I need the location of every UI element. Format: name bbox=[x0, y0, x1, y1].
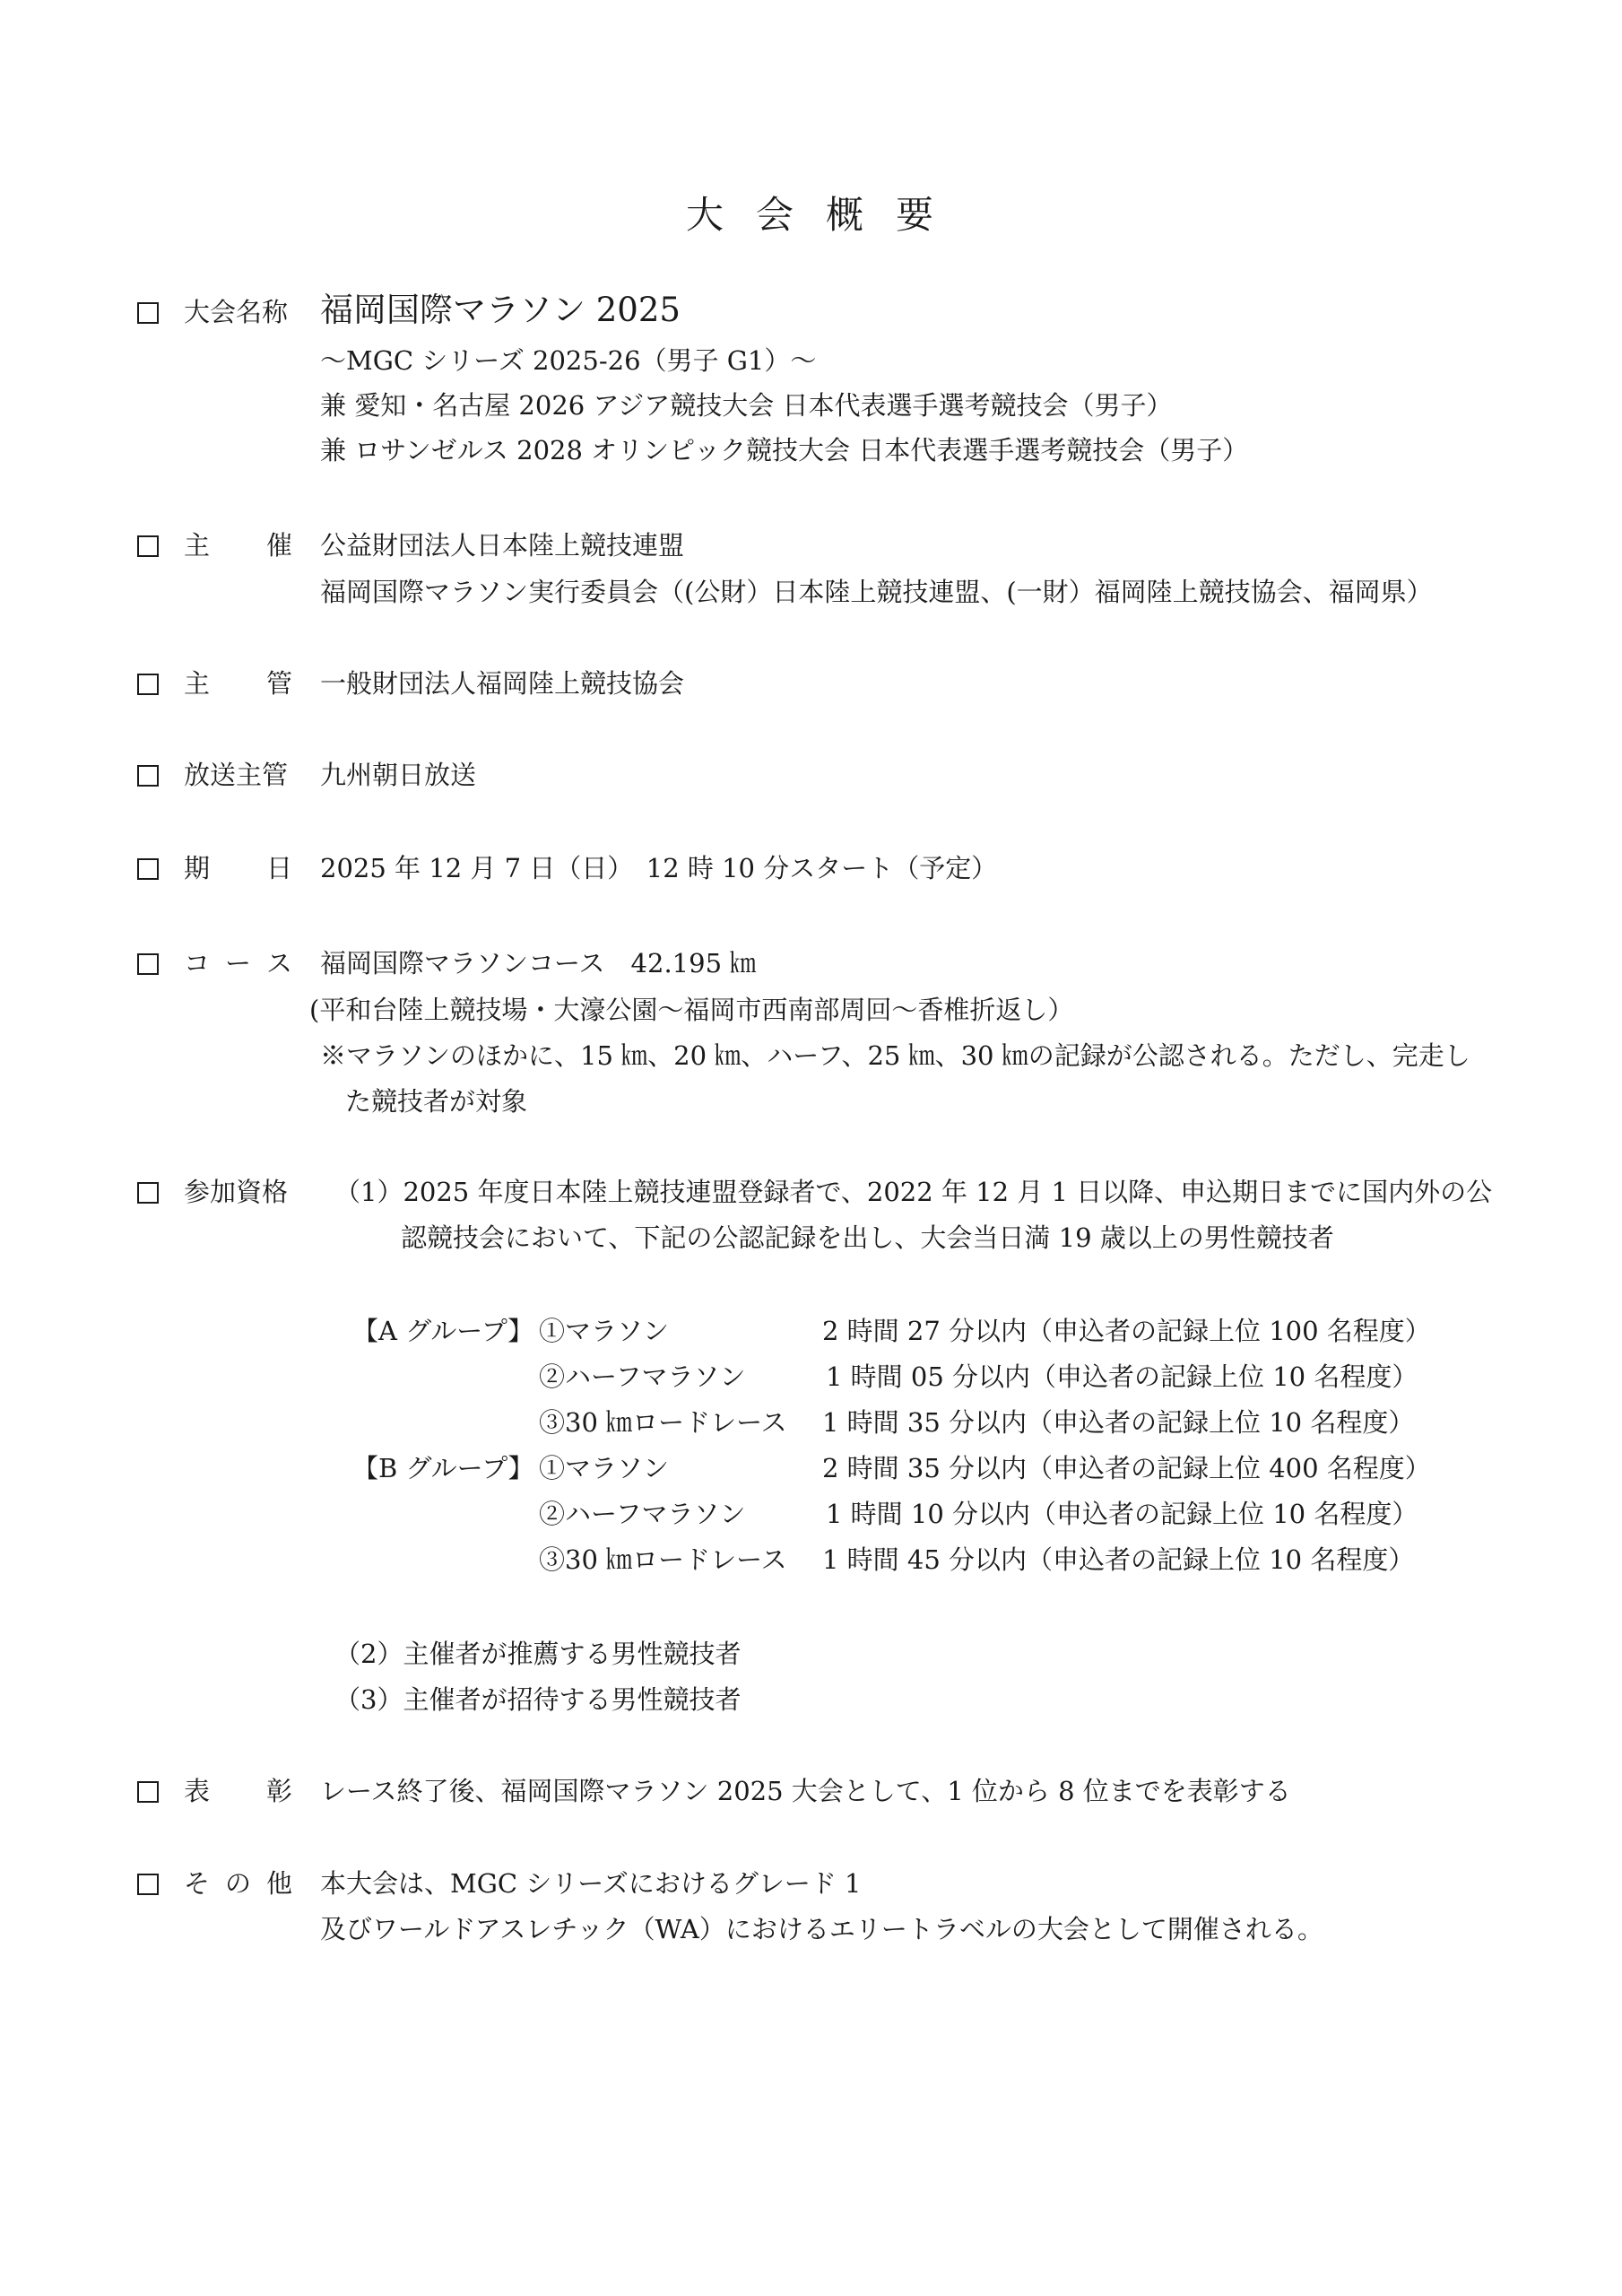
group-b-event-2: ②ハーフマラソン bbox=[539, 1499, 746, 1529]
award-line: レース終了後、福岡国際マラソン 2025 大会として、1 位から 8 位までを表彰する bbox=[320, 1776, 1291, 1806]
label-course-2: ー bbox=[225, 948, 252, 978]
checkbox-award bbox=[137, 1781, 159, 1803]
label-eligibility: 参加資格 bbox=[184, 1177, 289, 1207]
label-manager-1: 主 bbox=[184, 668, 211, 699]
other-line-2: 及びワールドアスレチック（WA）におけるエリートラベルの大会として開催される。 bbox=[320, 1914, 1323, 1944]
group-a-event-1: ①マラソン bbox=[539, 1316, 670, 1346]
checkbox-eligibility bbox=[137, 1182, 159, 1204]
manager-line: 一般財団法人福岡陸上競技協会 bbox=[320, 668, 685, 699]
checkbox-manager bbox=[137, 674, 159, 695]
organizer-line-1: 公益財団法人日本陸上競技連盟 bbox=[320, 530, 685, 561]
label-date-1: 期 bbox=[184, 853, 211, 883]
group-b-event-3: ③30 ㎞ロードレース bbox=[539, 1544, 787, 1575]
label-course-3: ス bbox=[266, 948, 293, 978]
group-a-time-2: 1 時間 05 分以内（申込者の記録上位 10 名程度） bbox=[826, 1361, 1418, 1392]
course-note-1: ※マラソンのほかに、15 ㎞、20 ㎞、ハーフ、25 ㎞、30 ㎞の記録が公認される。ただし、完走し bbox=[320, 1040, 1470, 1071]
event-main-title: 福岡国際マラソン 2025 bbox=[320, 291, 681, 329]
label-award-1: 表 bbox=[184, 1776, 211, 1806]
eligibility-item3: （3）主催者が招待する男性競技者 bbox=[334, 1684, 742, 1715]
group-b-name: 【B グループ】 bbox=[352, 1453, 534, 1483]
group-b-time-2: 1 時間 10 分以内（申込者の記録上位 10 名程度） bbox=[826, 1499, 1418, 1529]
label-other-2: の bbox=[225, 1868, 252, 1899]
eligibility-item1-line1: （1）2025 年度日本陸上競技連盟登録者で、2022 年 12 月 1 日以降、申込期日までに国内外の公 bbox=[334, 1177, 1493, 1207]
label-broadcast: 放送主管 bbox=[184, 760, 289, 790]
group-b-time-1: 2 時間 35 分以内（申込者の記録上位 400 名程度） bbox=[822, 1453, 1431, 1483]
course-note-2: た競技者が対象 bbox=[345, 1086, 528, 1117]
group-a-event-2: ②ハーフマラソン bbox=[539, 1361, 746, 1392]
title-char-1: 大 bbox=[686, 193, 724, 237]
title-char-4: 要 bbox=[896, 193, 934, 237]
group-b-event-1: ①マラソン bbox=[539, 1453, 670, 1483]
other-line-1: 本大会は、MGC シリーズにおけるグレード 1 bbox=[320, 1868, 862, 1899]
eligibility-item2: （2）主催者が推薦する男性競技者 bbox=[334, 1639, 742, 1669]
checkbox-name bbox=[137, 302, 159, 324]
event-subtitle-1: ～MGC シリーズ 2025-26（男子 G1）～ bbox=[320, 345, 817, 376]
checkbox-course bbox=[137, 953, 159, 975]
label-manager-2: 管 bbox=[266, 668, 293, 699]
eligibility-item1-line2: 認競技会において、下記の公認記録を出し、大会当日満 19 歳以上の男性競技者 bbox=[401, 1222, 1334, 1253]
title-char-2: 会 bbox=[756, 193, 794, 237]
group-b-time-3: 1 時間 45 分以内（申込者の記録上位 10 名程度） bbox=[822, 1544, 1415, 1575]
course-line-2: (平和台陸上競技場・大濠公園～福岡市西南部周回～香椎折返し） bbox=[309, 995, 1074, 1025]
title-char-3: 概 bbox=[826, 193, 864, 237]
checkbox-other bbox=[137, 1874, 159, 1895]
group-a-event-3: ③30 ㎞ロードレース bbox=[539, 1407, 787, 1438]
group-a-time-3: 1 時間 35 分以内（申込者の記録上位 10 名程度） bbox=[822, 1407, 1415, 1438]
label-organizer-2: 催 bbox=[266, 530, 293, 561]
group-a-time-1: 2 時間 27 分以内（申込者の記録上位 100 名程度） bbox=[822, 1316, 1431, 1346]
event-subtitle-2: 兼 愛知・名古屋 2026 アジア競技大会 日本代表選手選考競技会（男子） bbox=[320, 390, 1173, 421]
course-line-1: 福岡国際マラソンコース 42.195 ㎞ bbox=[320, 948, 757, 978]
label-course-1: コ bbox=[184, 948, 211, 978]
checkbox-date bbox=[137, 858, 159, 880]
label-organizer-1: 主 bbox=[184, 530, 211, 561]
organizer-line-2: 福岡国際マラソン実行委員会（(公財）日本陸上競技連盟、(一財）福岡陸上競技協会、福岡県） bbox=[320, 577, 1433, 607]
label-award-2: 彰 bbox=[266, 1776, 293, 1806]
checkbox-broadcast bbox=[137, 765, 159, 787]
label-other-1: そ bbox=[184, 1868, 211, 1899]
broadcast-line: 九州朝日放送 bbox=[320, 760, 477, 790]
checkbox-organizer bbox=[137, 535, 159, 557]
event-subtitle-3: 兼 ロサンゼルス 2028 オリンピック競技大会 日本代表選手選考競技会（男子） bbox=[320, 435, 1249, 465]
group-a-name: 【A グループ】 bbox=[352, 1316, 534, 1346]
label-other-3: 他 bbox=[266, 1868, 293, 1899]
label-date-2: 日 bbox=[266, 853, 293, 883]
label-name: 大会名称 bbox=[184, 297, 289, 327]
date-line: 2025 年 12 月 7 日（日） 12 時 10 分スタート（予定） bbox=[320, 853, 998, 883]
